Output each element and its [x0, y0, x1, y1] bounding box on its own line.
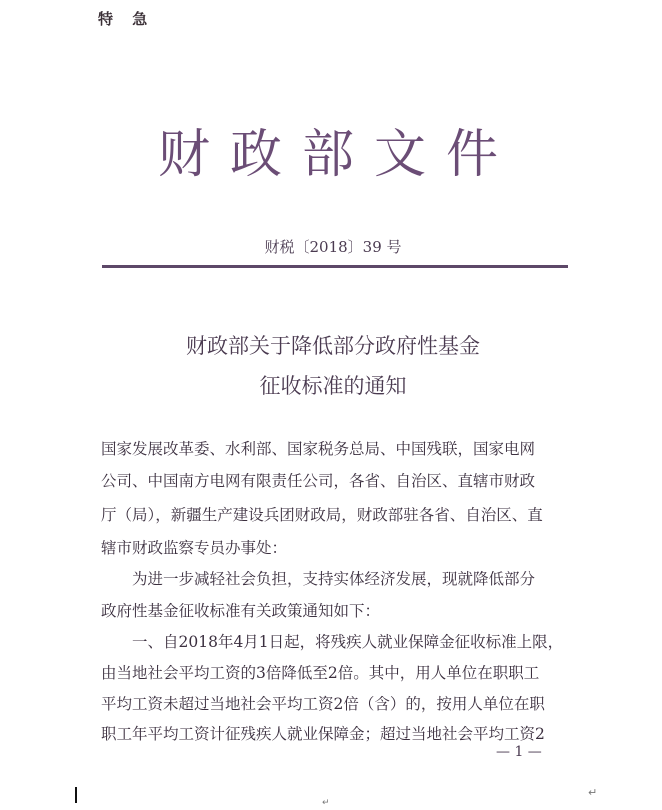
body-line: 为进一步减轻社会负担，支持实体经济发展，现就降低部分 — [101, 570, 536, 588]
page-number: — 1 — — [496, 744, 542, 760]
paragraph-mark-icon: ↵ — [588, 786, 598, 799]
document-number: 财税〔2018〕39 号 — [264, 238, 402, 256]
body-line: 公司、中国南方电网有限责任公司，各省、自治区、直辖市财政 — [101, 472, 536, 490]
document-page — [76, 0, 590, 780]
body-line: 平均工资未超过当地社会平均工资2倍（含）的，按用人单位在职 — [101, 695, 545, 713]
body-line: 职工年平均工资计征残疾人就业保障金；超过当地社会平均工资2 — [101, 725, 545, 743]
text-cursor[interactable] — [75, 787, 77, 803]
paragraph-mark-icon: ↵ — [322, 798, 330, 808]
body-line: 由当地社会平均工资的3倍降低至2倍。其中，用人单位在职职工 — [101, 664, 540, 682]
urgency-label: 特 急 — [98, 10, 155, 28]
notice-title-line-1: 财政部关于降低部分政府性基金 — [186, 334, 480, 358]
body-line: 一、自2018年4月1日起，将残疾人就业保障金征收标准上限， — [101, 633, 564, 651]
body-line: 辖市财政监察专员办事处： — [101, 539, 288, 557]
body-line: 政府性基金征收标准有关政策通知如下： — [101, 602, 381, 620]
body-line: 国家发展改革委、水利部、国家税务总局、中国残联，国家电网 — [101, 440, 536, 458]
header-divider — [102, 265, 568, 268]
masthead-title: 财政部文件 — [157, 125, 518, 185]
body-line: 厅（局），新疆生产建设兵团财政局，财政部驻各省、自治区、直 — [101, 506, 543, 524]
notice-title-line-2: 征收标准的通知 — [259, 374, 407, 398]
